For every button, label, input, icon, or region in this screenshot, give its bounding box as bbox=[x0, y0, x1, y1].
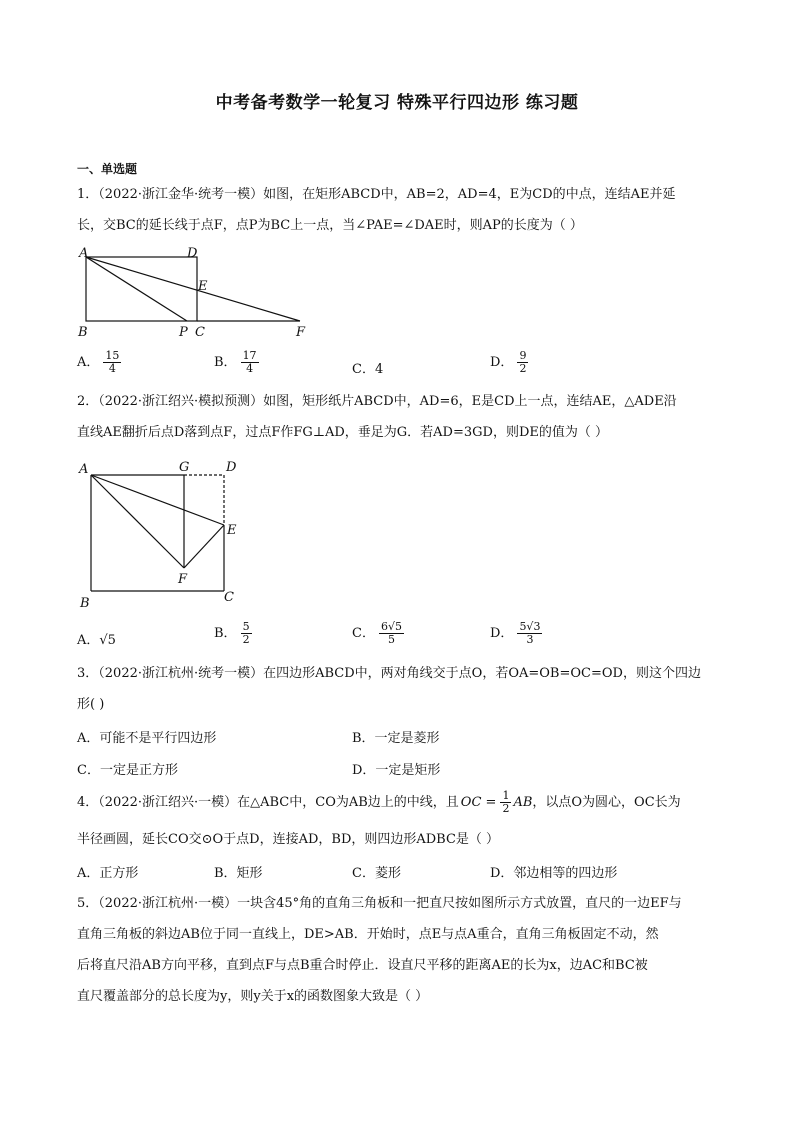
q3-line2: 形( ) bbox=[77, 697, 105, 712]
q2-line1: 2．（2022·浙江绍兴·模拟预测）如图，矩形纸片ABCD中，AD=6，E是CD上一点，连结AE，△ADE沿 bbox=[77, 394, 677, 409]
q2-label-C: C bbox=[224, 590, 234, 605]
q1-label-E: E bbox=[198, 279, 208, 294]
q2-label-G: G bbox=[179, 460, 190, 475]
q2-figure bbox=[74, 455, 244, 610]
q2-label-E: E bbox=[227, 523, 237, 538]
q2-label-F: F bbox=[178, 572, 188, 587]
q1-rectangle bbox=[86, 257, 197, 321]
q4-line1: 4．（2022·浙江绍兴·一模）在△ABC中，CO为AB边上的中线，且 OC = $\frac{1}{2}$ AB，以点O为圆心，OC长为 bbox=[77, 789, 681, 815]
q1-line2: 长，交BC的延长线于点F，点P为BC上一点，当∠PAE=∠DAE时，则AP的长度为（ ） bbox=[77, 218, 583, 233]
q5-line1: 5．（2022·浙江杭州·一模）一块含45°角的直角三角板和一把直尺按如图所示方式放置，直尺的一边EF与 bbox=[77, 896, 682, 911]
q1-label-D: D bbox=[187, 246, 198, 261]
q1-option-b[interactable]: B． $\frac{17}{4}$ bbox=[214, 349, 257, 375]
q5-line4: 直尺覆盖部分的总长度为y，则y关于x的函数图象大致是（ ） bbox=[77, 989, 429, 1004]
q5-line2: 直角三角板的斜边AB位于同一直线上，DE>AB．开始时，点E与点A重合，直角三角板固定不动，然 bbox=[77, 927, 659, 942]
q1-label-P: P bbox=[179, 325, 188, 340]
q4-option-b[interactable]: B．矩形 bbox=[214, 866, 263, 881]
q4-option-a[interactable]: A．正方形 bbox=[77, 866, 139, 881]
q2-option-d[interactable]: D． $\frac{5√3}{3}$ bbox=[490, 620, 541, 646]
page-title: 中考备考数学一轮复习 特殊平行四边形 练习题 bbox=[215, 93, 579, 113]
q3-option-a[interactable]: A．可能不是平行四边形 bbox=[77, 731, 217, 746]
q3-option-b[interactable]: B．一定是菱形 bbox=[352, 731, 440, 746]
q2-option-b[interactable]: B． $\frac{5}{2}$ bbox=[214, 620, 250, 646]
q1-label-A: A bbox=[79, 246, 89, 261]
q3-option-c[interactable]: C．一定是正方形 bbox=[77, 763, 178, 778]
q2-label-A: A bbox=[79, 462, 89, 477]
q4-option-c[interactable]: C．菱形 bbox=[352, 866, 401, 881]
q2-label-D: D bbox=[226, 460, 237, 475]
q3-option-d[interactable]: D．一定是矩形 bbox=[352, 763, 441, 778]
q1-option-a[interactable]: A． $\frac{15}{4}$ bbox=[77, 349, 120, 375]
q1-label-B: B bbox=[78, 325, 88, 340]
q2-label-B: B bbox=[80, 596, 90, 610]
q4-line2: 半径画圆，延长CO交⊙O于点D，连接AD，BD，则四边形ADBC是（ ） bbox=[77, 832, 500, 847]
section-heading: 一、单选题 bbox=[77, 162, 138, 176]
q1-line-AF bbox=[86, 257, 300, 321]
q2-option-a[interactable]: A．√5 bbox=[77, 633, 116, 648]
q1-line1: 1．（2022·浙江金华·统考一模）如图，在矩形ABCD中，AB=2，AD=4，E为CD的中点，连结AE并延 bbox=[77, 187, 676, 202]
q5-line3: 后将直尺沿AB方向平移，直到点F与点B重合时停止．设直尺平移的距离AE的长为x，边AC和BC被 bbox=[77, 958, 648, 973]
q4-option-d[interactable]: D．邻边相等的四边形 bbox=[490, 866, 618, 881]
q1-option-c[interactable]: C．4 bbox=[352, 362, 384, 377]
q1-figure bbox=[74, 246, 324, 340]
q1-line-AP bbox=[86, 257, 187, 321]
q1-option-d[interactable]: D． $\frac{9}{2}$ bbox=[490, 349, 527, 375]
q3-line1: 3．（2022·浙江杭州·统考一模）在四边形ABCD中，两对角线交于点O，若OA=OB=OC=OD，则这个四边 bbox=[77, 666, 701, 681]
q2-option-c[interactable]: C． $\frac{6√5}{5}$ bbox=[352, 620, 402, 646]
q2-line2: 直线AE翻折后点D落到点F，过点F作FG⊥AD，垂足为G．若AD=3GD，则DE的值为（ ） bbox=[77, 425, 608, 440]
q1-label-F: F bbox=[296, 325, 306, 340]
q1-label-C: C bbox=[195, 325, 205, 340]
